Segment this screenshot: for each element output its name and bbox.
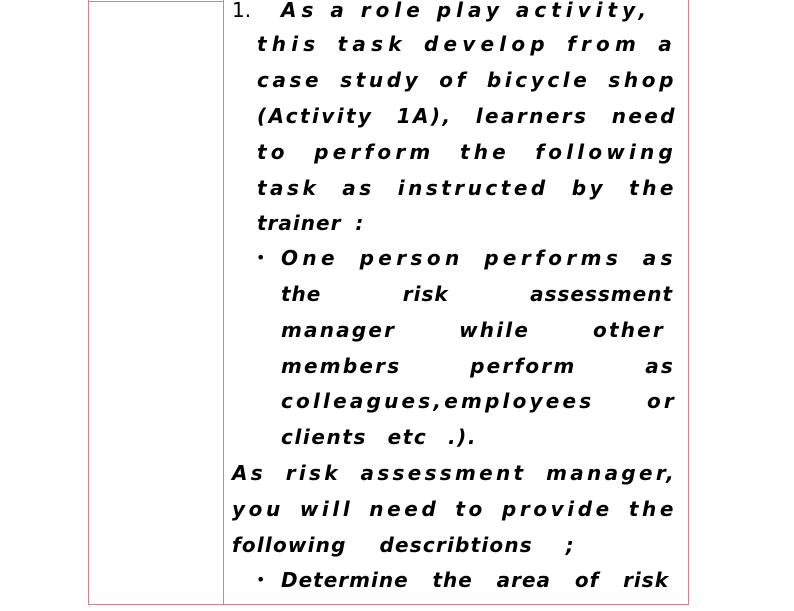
para-line-2: you will need to provide the — [232, 497, 677, 521]
left-column-cell — [89, 0, 224, 604]
item1-line-1: As a role play activity, — [281, 0, 652, 22]
item1-line-4: (Activity 1A), learners need — [257, 104, 677, 128]
sub-bullet1-line-6: clients etc .). — [281, 425, 478, 449]
item1-line-7: trainer : — [257, 211, 365, 235]
cell-top-rule — [89, 1, 224, 2]
sub-bullet1-line-4: members perform as — [281, 354, 675, 378]
bullet-1: • — [256, 248, 266, 267]
sub-bullet2-line-1: Determine the area of risk — [281, 568, 669, 592]
item1-line-5: to perform the following — [257, 140, 677, 164]
item1-line-6: task as instructed by the — [257, 176, 677, 200]
list-number: 1. — [232, 0, 252, 22]
para-line-1: As risk assessment manager, — [232, 461, 677, 485]
para-line-3: following describtions ; — [232, 533, 575, 557]
sub-bullet1-line-1: One person performs as — [281, 246, 677, 270]
bullet-2: • — [256, 570, 266, 589]
item1-line-3: case study of bicycle shop — [257, 68, 677, 92]
item1-line-2: this task develop from a — [257, 32, 677, 56]
sub-bullet1-line-5: colleagues,employees or — [281, 389, 677, 413]
sub-bullet1-line-3: manager while other — [281, 318, 665, 342]
sub-bullet1-line-2: the risk assessment — [281, 282, 673, 306]
